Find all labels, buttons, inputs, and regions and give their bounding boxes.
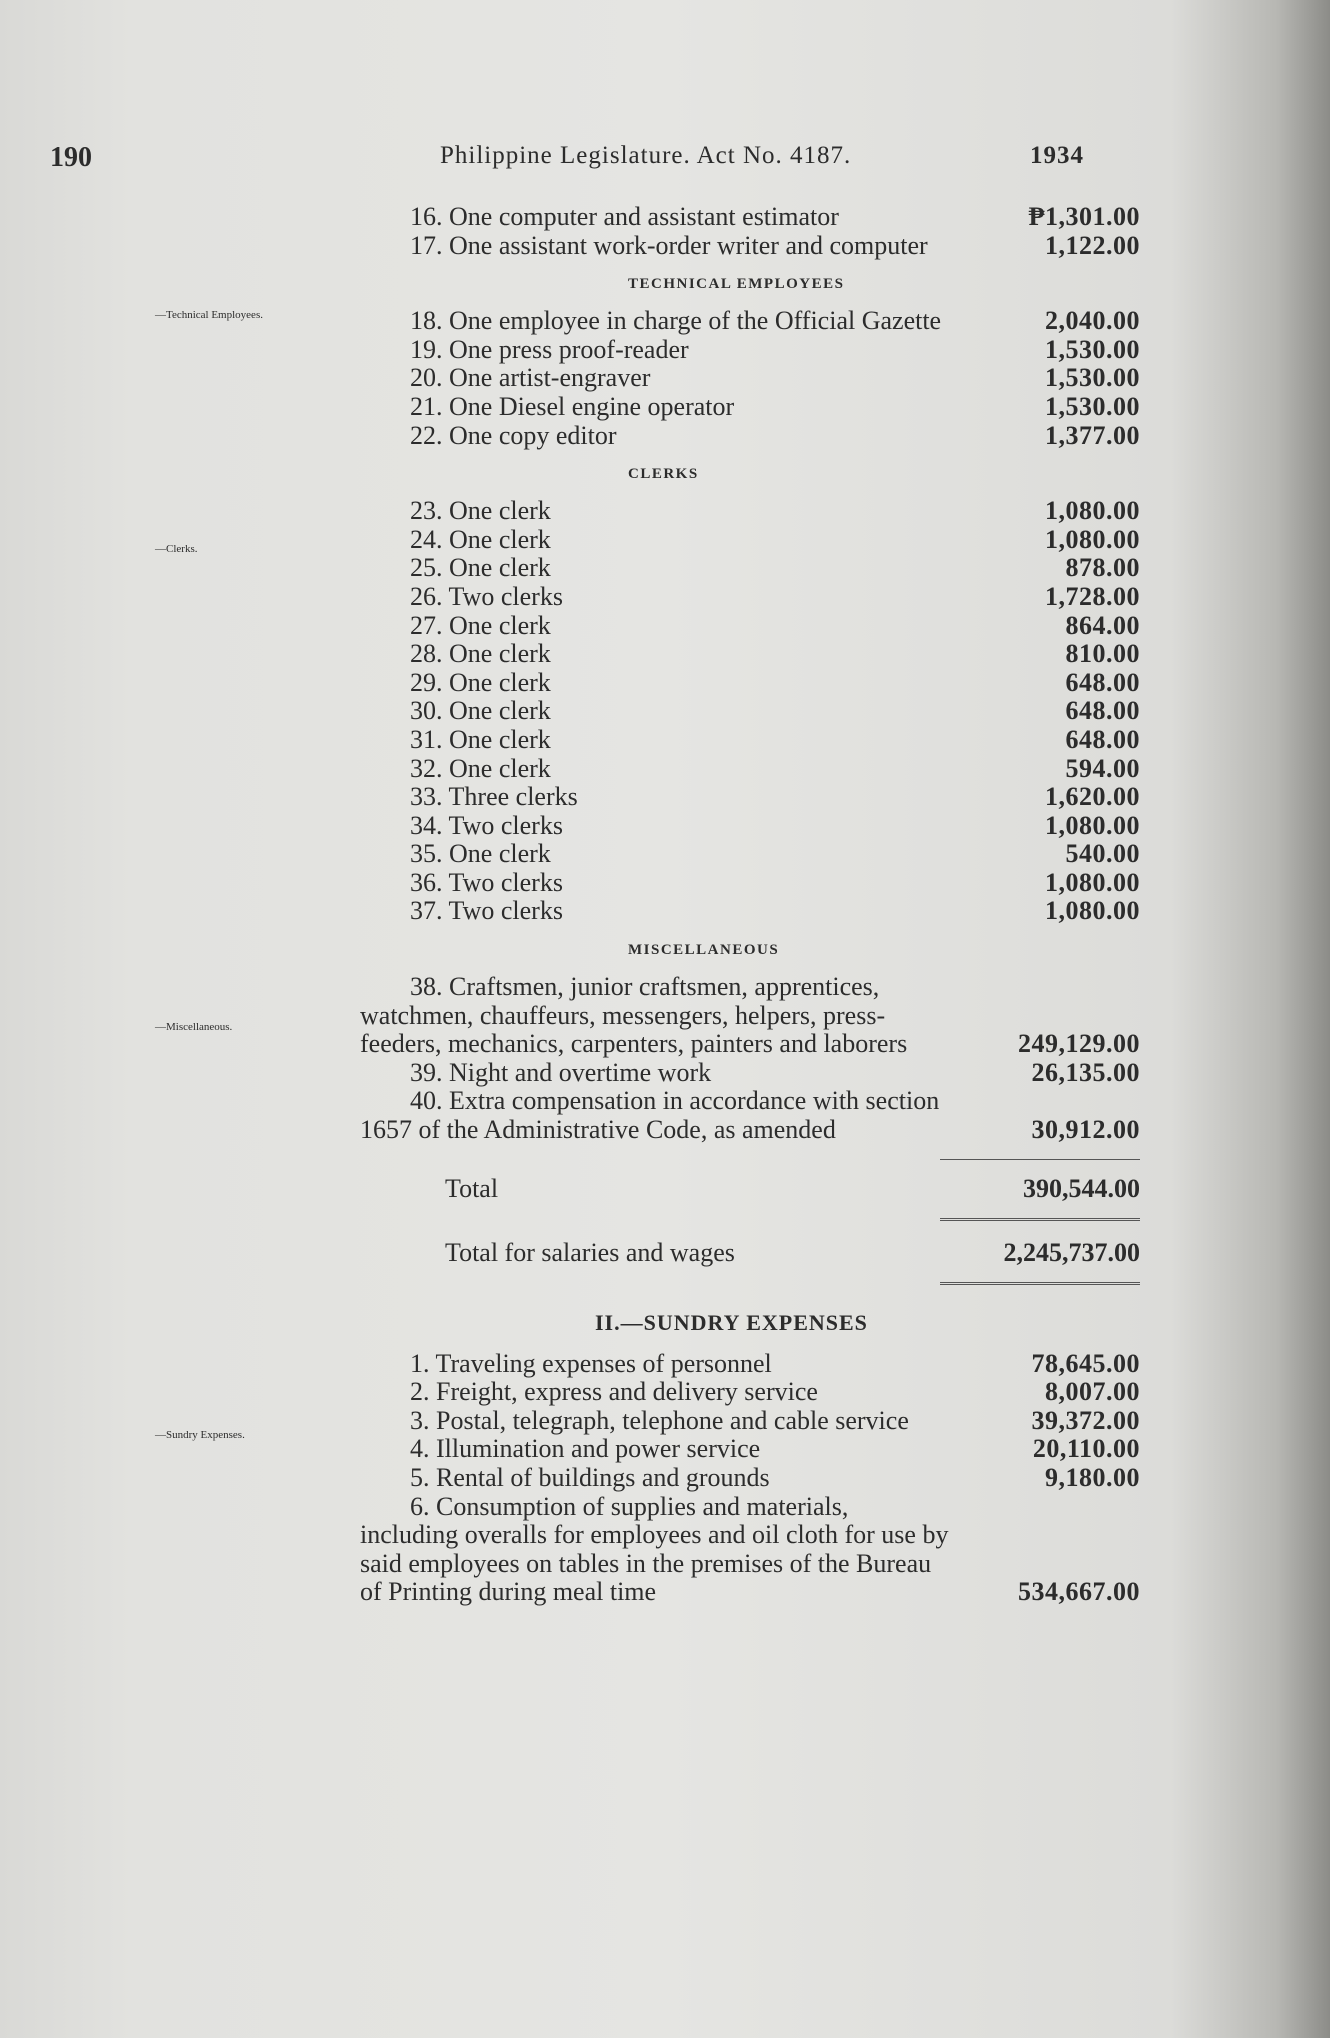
item-amount: 594.00 [1065, 753, 1140, 783]
item-amount: 1,080.00 [1045, 524, 1140, 554]
item-amount: ₱1,301.00 [1028, 202, 1140, 231]
salaries-total-row [360, 1238, 1140, 1268]
item-row [360, 526, 1140, 555]
item-row [360, 640, 1140, 669]
salaries-total-label: Total for salaries and wages [445, 1237, 735, 1267]
item-text: 37. Two clerks [410, 896, 563, 926]
item-text: 17. One assistant work-order writer and computer [410, 230, 928, 260]
item-text: 35. One clerk [410, 839, 551, 869]
item-row [360, 203, 1140, 232]
item-text: 28. One clerk [410, 639, 551, 669]
item-text: 25. One clerk [410, 553, 551, 583]
section-heading-sundry: II.—SUNDRY EXPENSES [595, 1309, 868, 1335]
margin-note-technical: —Technical Employees. [155, 309, 263, 321]
item-text: 34. Two clerks [410, 810, 563, 840]
salaries-double-rule [940, 1282, 1140, 1288]
item-amount: 1,620.00 [1045, 782, 1140, 812]
item-amount: 1,122.00 [1045, 230, 1140, 260]
item-text: 32. One clerk [410, 753, 551, 783]
section-heading-misc: MISCELLANEOUS [628, 942, 780, 959]
item-text: 40. Extra compensation in accordance with section 1657 of the Administrative Code, as amended [360, 1086, 940, 1145]
item-amount: 1,080.00 [1045, 867, 1140, 897]
item-row [360, 973, 1140, 1059]
item-row [360, 783, 1140, 812]
item-row [360, 1059, 1140, 1088]
item-amount: 2,040.00 [1045, 306, 1140, 336]
item-amount: 1,530.00 [1045, 391, 1140, 421]
item-text: 24. One clerk [410, 524, 551, 554]
running-head [440, 142, 1084, 170]
running-year: 1934 [1030, 142, 1084, 169]
item-row [360, 232, 1140, 261]
item-row [360, 1087, 1140, 1144]
item-row [360, 583, 1140, 612]
item-text: 33. Three clerks [410, 782, 578, 812]
item-text: 38. Craftsmen, junior craftsmen, apprentices, watchmen, chauffeurs, messengers, helpers, press-feeders, mechanics, carpenters, painters and laborers [360, 972, 908, 1059]
section-heading-clerks: CLERKS [628, 466, 699, 483]
item-row [360, 422, 1140, 451]
item-text: 20. One artist-engraver [410, 363, 651, 393]
item-row [360, 1350, 1140, 1379]
item-text: 39. Night and overtime work [410, 1057, 712, 1087]
item-row [360, 497, 1140, 526]
item-text: 2. Freight, express and delivery service [410, 1377, 818, 1407]
page-number: 190 [50, 142, 92, 173]
item-row [360, 726, 1140, 755]
item-row [360, 554, 1140, 583]
item-amount: 1,530.00 [1045, 334, 1140, 364]
item-text: 22. One copy editor [410, 420, 617, 450]
item-amount: 878.00 [1065, 553, 1140, 583]
salaries-total-amount: 2,245,737.00 [1003, 1237, 1140, 1267]
item-amount: 1,530.00 [1045, 363, 1140, 393]
item-text: 19. One press proof-reader [410, 334, 689, 364]
item-row [360, 393, 1140, 422]
margin-note-clerks: —Clerks. [155, 543, 198, 555]
item-amount: 1,080.00 [1045, 896, 1140, 926]
section-heading-technical: TECHNICAL EMPLOYEES [628, 276, 845, 293]
total-double-rule [940, 1218, 1140, 1224]
item-row [360, 869, 1140, 898]
item-amount: 30,912.00 [1031, 1115, 1140, 1145]
item-amount: 1,080.00 [1045, 496, 1140, 526]
item-text: 16. One computer and assistant estimator [410, 202, 839, 231]
item-text: 21. One Diesel engine operator [410, 391, 735, 421]
item-text: 1. Traveling expenses of personnel [410, 1348, 772, 1378]
item-amount: 1,728.00 [1045, 581, 1140, 611]
item-row [360, 697, 1140, 726]
item-row [360, 307, 1140, 336]
total-label: Total [445, 1173, 499, 1203]
item-row [360, 669, 1140, 698]
item-amount: 864.00 [1065, 610, 1140, 640]
item-amount: 1,080.00 [1045, 810, 1140, 840]
item-amount: 648.00 [1065, 696, 1140, 726]
item-row [360, 1435, 1140, 1464]
item-text: 29. One clerk [410, 667, 551, 697]
item-amount: 540.00 [1065, 839, 1140, 869]
item-row [360, 1464, 1140, 1493]
appropriation-list [360, 203, 1140, 1607]
item-amount: 78,645.00 [1031, 1348, 1140, 1378]
total-row [360, 1174, 1140, 1204]
item-text: 36. Two clerks [410, 867, 563, 897]
item-row [360, 897, 1140, 926]
item-amount: 9,180.00 [1045, 1463, 1140, 1492]
item-amount: 648.00 [1065, 724, 1140, 754]
item-amount: 1,377.00 [1045, 420, 1140, 450]
item-row [360, 1407, 1140, 1436]
item-amount: 534,667.00 [1018, 1577, 1140, 1607]
item-text: 27. One clerk [410, 610, 551, 640]
item-row [360, 1378, 1140, 1407]
item-row [360, 336, 1140, 365]
item-text: 3. Postal, telegraph, telephone and cable service [410, 1405, 909, 1435]
item-text: 5. Rental of buildings and grounds [410, 1463, 770, 1492]
item-text: 4. Illumination and power service [410, 1434, 761, 1464]
item-text: 31. One clerk [410, 724, 551, 754]
item-text: 18. One employee in charge of the Official Gazette [410, 306, 942, 336]
subtotal-rule [940, 1159, 1140, 1160]
item-text: 30. One clerk [410, 696, 551, 726]
item-text: 26. Two clerks [410, 581, 563, 611]
margin-note-misc: —Miscellaneous. [155, 1021, 233, 1033]
item-amount: 20,110.00 [1032, 1434, 1140, 1464]
item-row [360, 812, 1140, 841]
running-title: Philippine Legislature. Act No. 4187. [440, 142, 852, 169]
item-row [360, 840, 1140, 869]
item-row [360, 612, 1140, 641]
item-row [360, 755, 1140, 784]
item-text: 23. One clerk [410, 496, 551, 526]
item-amount: 810.00 [1065, 639, 1140, 669]
item-amount: 26,135.00 [1031, 1057, 1140, 1087]
item-row [360, 1493, 1140, 1607]
item-amount: 648.00 [1065, 667, 1140, 697]
margin-note-sundry: —Sundry Expenses. [155, 1429, 245, 1441]
item-row [360, 364, 1140, 393]
item-amount: 249,129.00 [1018, 1029, 1140, 1059]
item-text: 6. Consumption of supplies and materials, including overalls for employees and oil cloth for use by said employees on tables in the premises of the Bureau of Printing during meal time [360, 1491, 949, 1607]
total-amount: 390,544.00 [1023, 1173, 1140, 1203]
item-amount: 39,372.00 [1031, 1405, 1140, 1435]
item-amount: 8,007.00 [1045, 1377, 1140, 1407]
